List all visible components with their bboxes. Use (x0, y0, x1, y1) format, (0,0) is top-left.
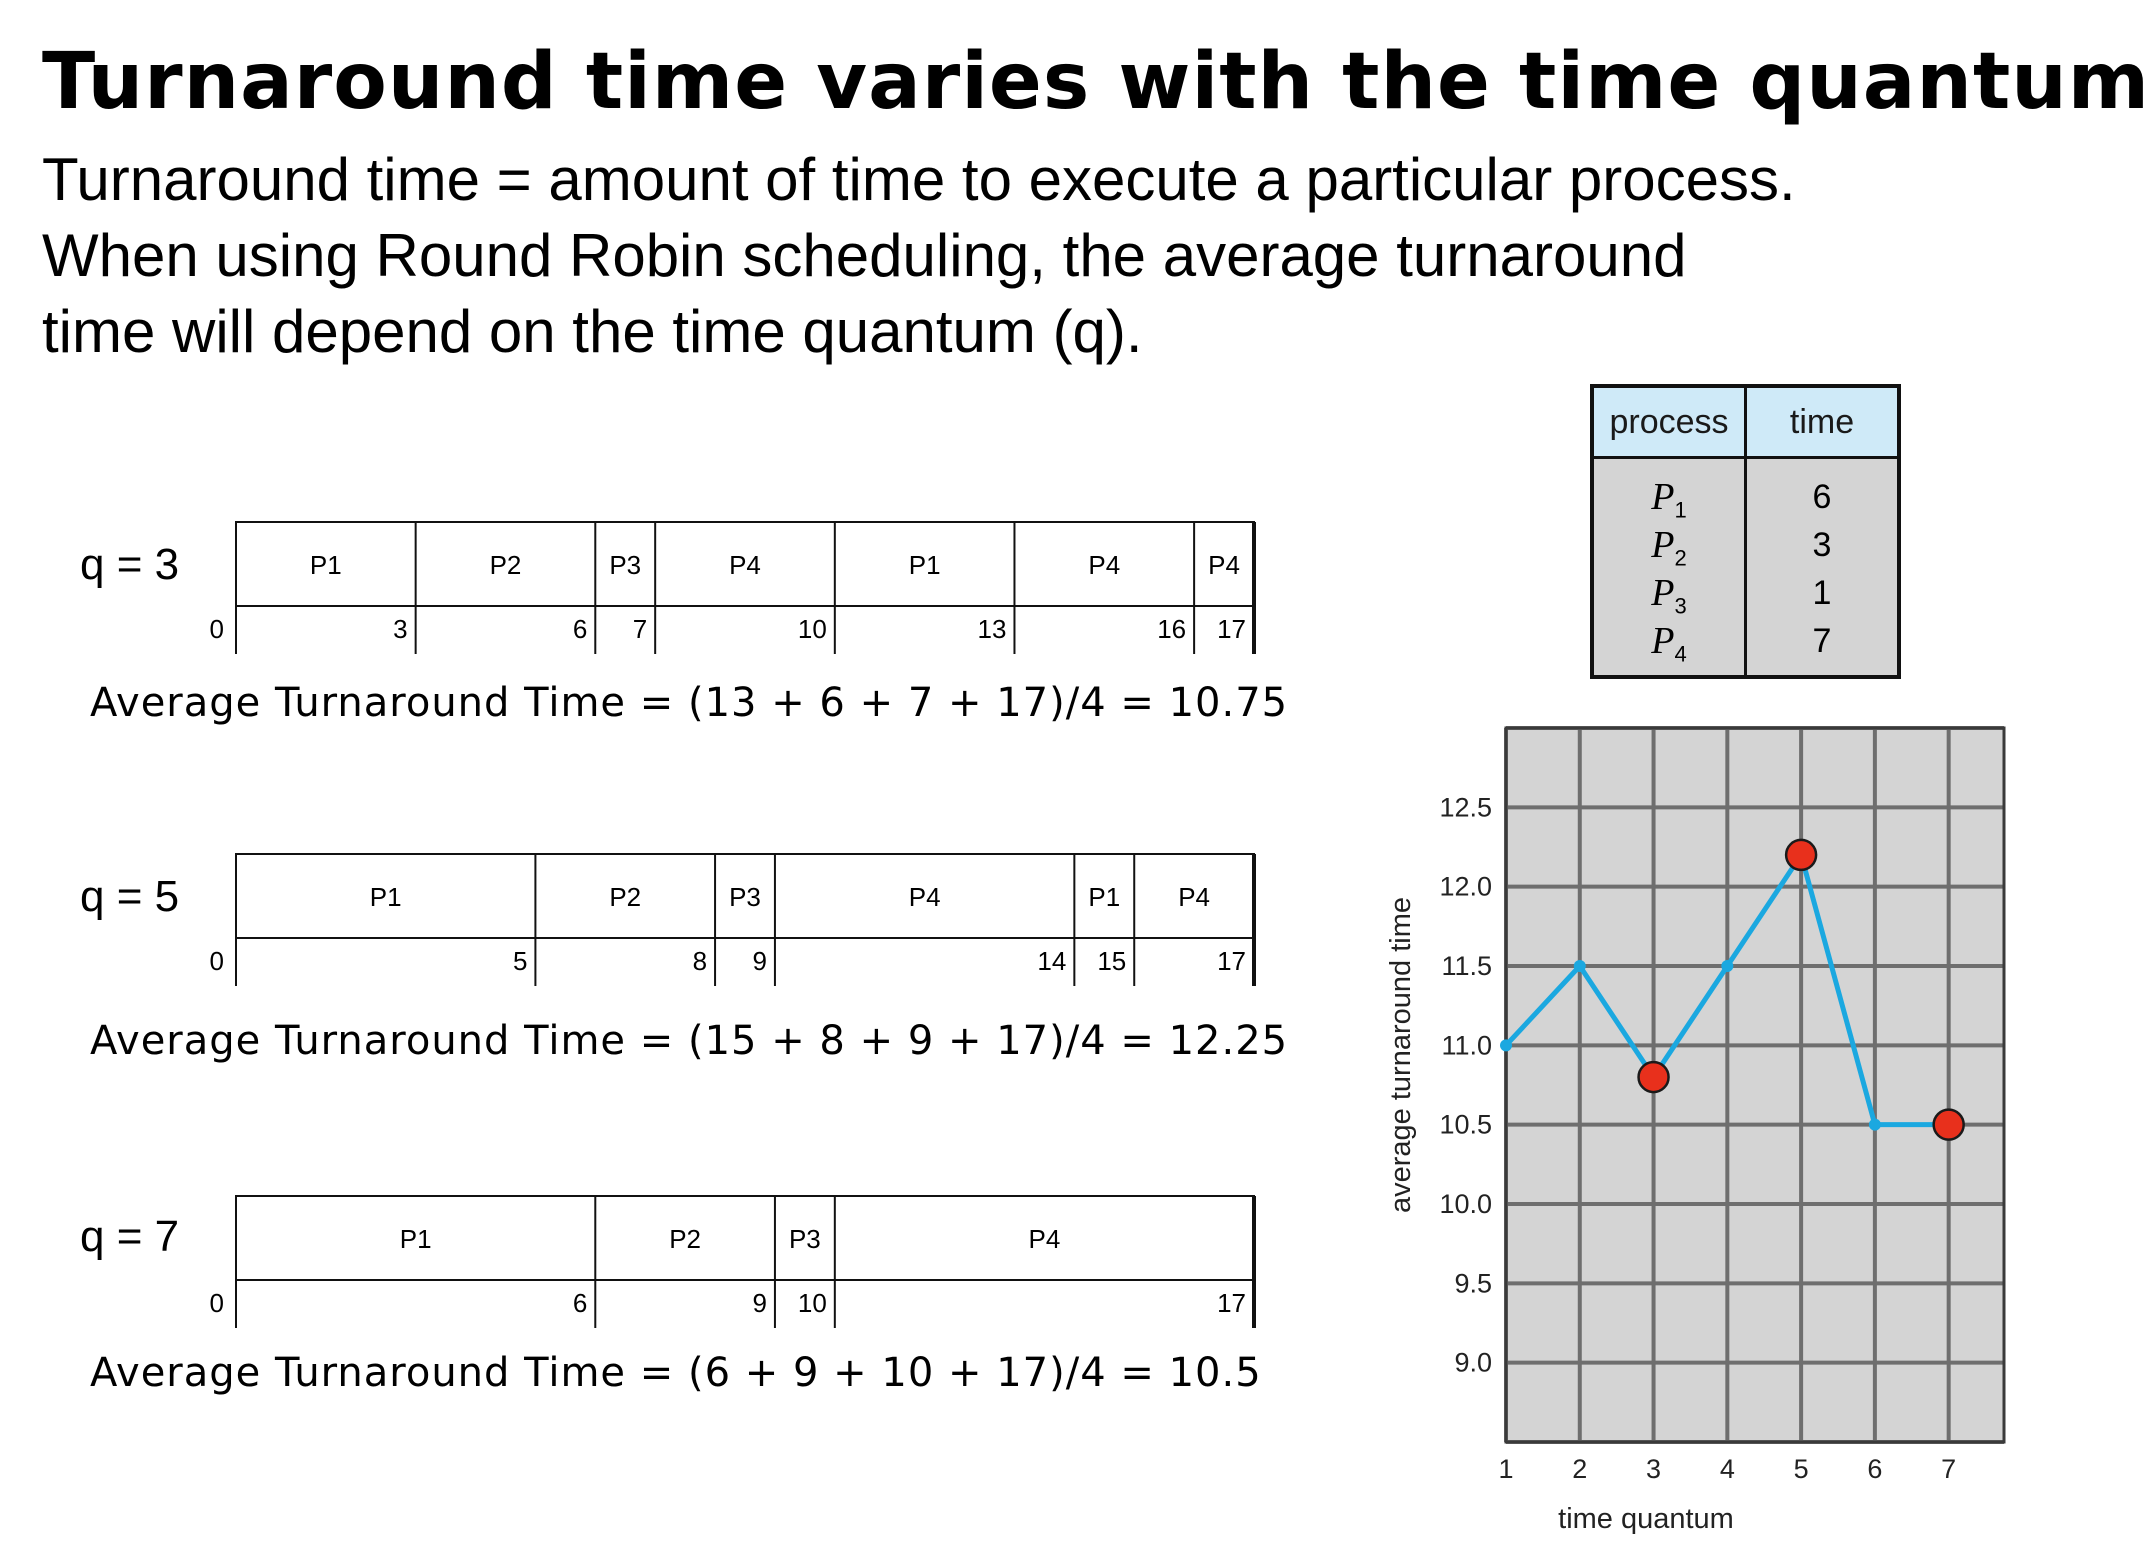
process-time: 1 (1812, 574, 1832, 612)
gantt-q5 (209, 848, 1262, 993)
gantt-time-label: 17 (1217, 614, 1246, 644)
gantt-time-label: 16 (1157, 614, 1187, 644)
gantt-box (236, 1196, 1254, 1280)
gantt-time-label: 7 (632, 614, 648, 644)
data-point (1500, 1039, 1512, 1051)
process-time: 3 (1812, 526, 1832, 564)
y-tick-label: 10.0 (1439, 1189, 1492, 1219)
gantt-segment-label: P4 (1028, 1224, 1061, 1254)
data-point (1869, 1119, 1881, 1131)
process-time: 7 (1812, 622, 1832, 660)
data-point (1721, 960, 1733, 972)
y-tick-label: 12.5 (1439, 792, 1492, 823)
gantt-segment-label: P4 (729, 550, 761, 580)
gantt-time-label: 3 (393, 614, 408, 644)
x-axis-label: time quantum (1558, 1503, 1734, 1535)
average-q3: Average Turnaround Time = (13 + 6 + 7 + 17)/4 = 10.75 (90, 680, 1289, 726)
gantt-segment-label: P1 (908, 550, 941, 580)
y-tick-label: 12.0 (1439, 871, 1492, 902)
gantt-time-label: 6 (572, 1288, 588, 1318)
x-tick-label: 1 (1498, 1454, 1514, 1484)
gantt-segment-label: P4 (1208, 550, 1240, 580)
x-tick-label: 4 (1719, 1454, 1735, 1484)
gantt-time-label: 0 (209, 946, 224, 976)
gantt-time-label: 10 (797, 1288, 827, 1318)
highlight-point (1786, 840, 1816, 870)
gantt-segment-label: P4 (1088, 550, 1121, 580)
gantt-time-label: 13 (977, 614, 1007, 644)
process-name: $P_1$ (1651, 476, 1687, 523)
x-tick-label: 6 (1867, 1454, 1883, 1484)
process-time: 6 (1812, 478, 1832, 516)
data-point (1574, 960, 1586, 972)
gantt-segment-label: P3 (609, 550, 642, 580)
q3-label: q = 3 (80, 540, 180, 589)
gantt-segment-label: P3 (788, 1224, 821, 1254)
x-tick-label: 7 (1941, 1454, 1957, 1484)
highlight-point (1639, 1062, 1669, 1092)
slide-title: Turnaround time varies with the time quantum (42, 37, 2150, 127)
gantt-time-label: 17 (1217, 1288, 1246, 1318)
gantt-time-label: 9 (752, 1288, 767, 1318)
q5-label: q = 5 (80, 872, 180, 921)
x-tick-label: 3 (1646, 1454, 1662, 1484)
gantt-segment-label: P2 (489, 550, 522, 580)
process-header: process (1592, 386, 1746, 458)
gantt-time-label: 6 (572, 614, 588, 644)
process-name: $P_4$ (1651, 620, 1687, 667)
q7-label: q = 7 (80, 1212, 180, 1261)
gantt-time-label: 5 (512, 946, 528, 976)
gantt-q3 (209, 516, 1262, 661)
y-tick-label: 9.5 (1454, 1268, 1492, 1299)
turnaround-chart (1370, 720, 2010, 1541)
gantt-segment-label: P4 (1178, 882, 1211, 912)
gantt-segment-label: P1 (1088, 882, 1121, 912)
turnaround-line-chart (1370, 720, 2010, 1536)
average-q5: Average Turnaround Time = (15 + 8 + 9 + 17)/4 = 12.25 (90, 1018, 1289, 1064)
gantt-time-label: 0 (209, 614, 224, 644)
process-name: $P_3$ (1651, 572, 1687, 619)
y-tick-label: 11.5 (1441, 951, 1492, 981)
y-axis-label: average turnaround time (1385, 897, 1417, 1213)
gantt-time-label: 17 (1217, 946, 1246, 976)
gantt-segment-label: P2 (669, 1224, 702, 1254)
intro-text (42, 142, 1796, 370)
x-tick-label: 2 (1572, 1454, 1588, 1484)
gantt-segment-label: P1 (369, 882, 402, 912)
gantt-segment-label: P4 (908, 882, 941, 912)
gantt-time-label: 0 (209, 1288, 224, 1318)
gantt-segment-label: P1 (399, 1224, 432, 1254)
gantt-segment-label: P3 (729, 882, 761, 912)
gantt-segment-label: P2 (609, 882, 642, 912)
y-tick-label: 10.5 (1439, 1109, 1492, 1140)
gantt-time-label: 9 (752, 946, 767, 976)
gantt-q7 (209, 1190, 1262, 1335)
y-tick-label: 9.0 (1454, 1347, 1492, 1378)
process-name: $P_2$ (1651, 524, 1687, 571)
gantt-time-label: 14 (1037, 946, 1067, 976)
process-table (1590, 384, 1901, 679)
gantt-time-label: 8 (692, 946, 708, 976)
process-column (1592, 458, 1746, 678)
gantt-segment-label: P1 (309, 550, 342, 580)
highlight-point (1934, 1110, 1964, 1140)
x-tick-label: 5 (1793, 1454, 1809, 1484)
time-header: time (1746, 386, 1900, 458)
time-column (1746, 458, 1900, 678)
gantt-time-label: 10 (797, 614, 827, 644)
intro-line: When using Round Robin scheduling, the average turnaround (42, 222, 1687, 289)
gantt-time-label: 15 (1097, 946, 1127, 976)
intro-line: time will depend on the time quantum (q). (42, 298, 1143, 365)
average-q7: Average Turnaround Time = (6 + 9 + 10 + 17)/4 = 10.5 (90, 1350, 1262, 1396)
intro-line: Turnaround time = amount of time to execute a particular process. (42, 146, 1796, 213)
y-tick-label: 11.0 (1441, 1030, 1492, 1061)
